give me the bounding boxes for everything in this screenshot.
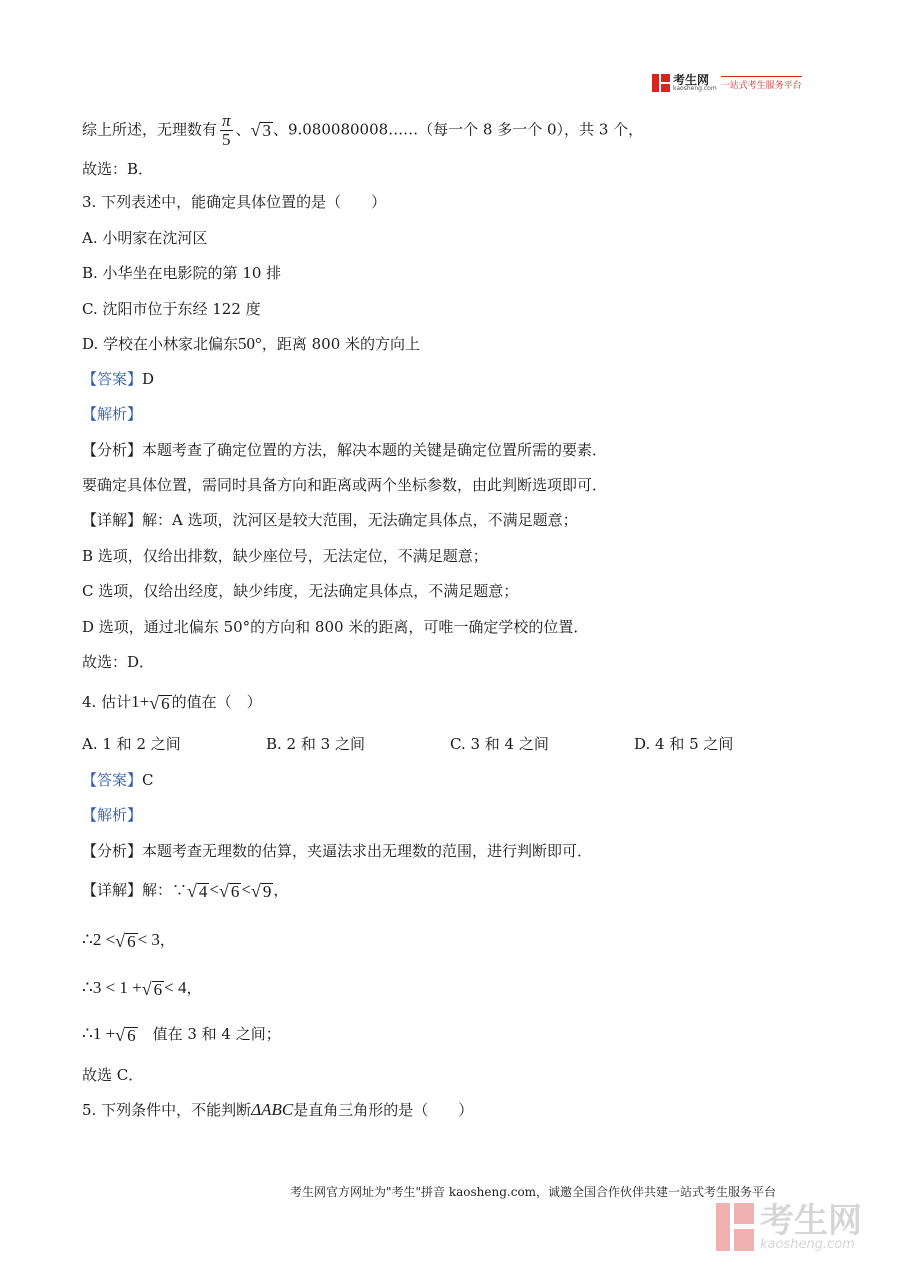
logo-name: 考生网 bbox=[673, 73, 710, 87]
radicand: 9 bbox=[262, 882, 272, 901]
radicand: 6 bbox=[161, 694, 170, 713]
conclusion-text: 值在 3 和 4 之间； bbox=[137, 1025, 281, 1043]
header-slogan: 一站式考生服务平台 bbox=[721, 76, 802, 91]
answer-tag: 【答案】 bbox=[82, 370, 143, 388]
q4-stem-prefix: 4. 估计 bbox=[82, 693, 132, 711]
q3-choose: 故选：D． bbox=[82, 653, 155, 671]
q4-detail-step2 bbox=[82, 930, 175, 950]
q3-detail-d: D 选项，通过北偏东 50°的方向和 800 米的距离，可唯一确定学校的位置． bbox=[82, 618, 589, 636]
punct: ， bbox=[186, 979, 202, 997]
q4-option-b: B. 2 和 3 之间 bbox=[266, 735, 365, 753]
q5-stem-suffix: 是直角三角形的是（ ） bbox=[293, 1101, 474, 1119]
pi-over-5 bbox=[220, 112, 233, 149]
q5-stem-prefix: 5. 下列条件中，不能判断 bbox=[82, 1101, 252, 1119]
q3-detail-b: B 选项，仅给出排数，缺少座位号，无法定位，不满足题意； bbox=[82, 547, 488, 565]
kaosheng-watermark-icon bbox=[716, 1203, 754, 1251]
q4-answer bbox=[82, 770, 154, 790]
punct: ， bbox=[159, 931, 175, 949]
sqrt-4: √ 4 bbox=[187, 881, 208, 901]
watermark-domain: kaosheng.com bbox=[760, 1236, 855, 1252]
q4-choose: 故选 C． bbox=[82, 1066, 144, 1084]
q4-option-c: C. 3 和 4 之间 bbox=[450, 735, 549, 753]
q3-option-d-angle: 50° bbox=[238, 334, 262, 353]
q2-choose: 故选：B． bbox=[82, 160, 154, 178]
sqrt-3: √ 3 bbox=[250, 120, 271, 141]
q2-summary-prefix: 综上所述，无理数有 bbox=[82, 120, 218, 139]
kaosheng-logo-icon bbox=[652, 74, 670, 92]
q5-stem bbox=[82, 1100, 473, 1120]
q3-option-d bbox=[82, 334, 420, 354]
punct: ， bbox=[273, 881, 289, 899]
separator: 、 bbox=[235, 120, 251, 139]
q3-option-d-suffix: ，距离 800 米的方向上 bbox=[261, 335, 421, 353]
fenxi-text: 本题考查了确定位置的方法，解决本题的关键是确定位置所需的要素． bbox=[142, 441, 608, 459]
detail-tag: 【详解】 bbox=[82, 881, 143, 899]
inequality-right: < 4 bbox=[164, 978, 187, 997]
fenxi-text: 本题考查无理数的估算，夹逼法求出无理数的范围，进行判断即可． bbox=[142, 842, 593, 860]
radicand: 6 bbox=[127, 932, 136, 951]
inequality-left: 3 < 1 + bbox=[92, 978, 142, 997]
sqrt-6: √ 6 bbox=[115, 931, 136, 951]
detail-tag: 【详解】 bbox=[82, 511, 143, 529]
q3-detail-c: C 选项，仅给出经度，缺少纬度，无法确定具体点，不满足题意； bbox=[82, 582, 519, 600]
radicand: 3 bbox=[262, 121, 271, 141]
q3-option-a: A. 小明家在沈河区 bbox=[82, 229, 208, 247]
q4-detail-step1 bbox=[82, 880, 288, 900]
q4-fenxi bbox=[82, 841, 592, 861]
q4-option-d: D. 4 和 5 之间 bbox=[634, 735, 734, 753]
radicand: 6 bbox=[127, 1026, 136, 1045]
less-than: < bbox=[241, 880, 251, 899]
q3-fenxi-2: 要确定具体位置，需同时具备方向和距离或两个坐标参数，由此判断选项即可． bbox=[82, 476, 608, 494]
q4-expr: 1+ bbox=[131, 692, 150, 711]
radicand: 4 bbox=[198, 882, 208, 901]
q3-option-d-prefix: D. 学校在小林家北偏东 bbox=[82, 335, 239, 353]
q3-analysis-tag: 【解析】 bbox=[82, 405, 143, 423]
q3-answer bbox=[82, 369, 154, 389]
q4-stem-suffix: 的值在（ ） bbox=[171, 693, 262, 711]
sqrt-6: √ 6 bbox=[219, 881, 240, 901]
q3-option-c: C. 沈阳市位于东经 122 度 bbox=[82, 300, 261, 318]
radicand: 6 bbox=[230, 882, 240, 901]
q4-stem bbox=[82, 692, 262, 712]
therefore-symbol: ∴ bbox=[82, 1024, 93, 1043]
q3-fenxi bbox=[82, 440, 607, 460]
detail-text: 解：A 选项，沈河区是较大范围，无法确定具体点，不满足题意； bbox=[142, 511, 578, 529]
q2-summary-rest: 、9.080080008……（每一个 8 多一个 0），共 3 个， bbox=[272, 120, 644, 139]
footer-text: 考生网官方网址为"考生"拼音 kaosheng.com，诚邀全国合作伙伴共建一站式考生服务平台 bbox=[290, 1185, 777, 1199]
answer-tag: 【答案】 bbox=[82, 771, 143, 789]
fenxi-tag: 【分析】 bbox=[82, 842, 143, 860]
inequality-right: < 3 bbox=[137, 930, 160, 949]
sqrt-6: √ 6 bbox=[115, 1025, 136, 1045]
sqrt-6: √ 6 bbox=[141, 979, 163, 999]
q4-detail-step3 bbox=[82, 978, 202, 998]
q2-summary bbox=[82, 112, 643, 149]
q4-option-a: A. 1 和 2 之间 bbox=[82, 735, 181, 753]
expr-left: 1 + bbox=[92, 1024, 116, 1043]
less-than: < bbox=[209, 880, 220, 899]
fenxi-tag: 【分析】 bbox=[82, 441, 143, 459]
answer-value: D bbox=[142, 370, 155, 388]
inequality-left: 2 < bbox=[92, 930, 116, 949]
sqrt-9: √ 9 bbox=[251, 881, 272, 901]
watermark-name: 考生网 bbox=[760, 1200, 862, 1241]
q4-analysis-tag: 【解析】 bbox=[82, 806, 143, 824]
watermark bbox=[716, 1200, 862, 1252]
frac-numerator: π bbox=[222, 111, 231, 130]
q4-detail-step4 bbox=[82, 1024, 281, 1044]
frac-denominator: 5 bbox=[222, 129, 231, 149]
q3-stem: 3. 下列表述中，能确定具体位置的是（ ） bbox=[82, 193, 387, 211]
q3-option-b: B. 小华坐在电影院的第 10 排 bbox=[82, 264, 282, 282]
header-logo bbox=[652, 72, 802, 94]
therefore-symbol: ∴ bbox=[82, 930, 93, 949]
detail-prefix: 解：∵ bbox=[142, 881, 188, 899]
logo-domain: kaosheng.com bbox=[673, 85, 717, 92]
therefore-symbol: ∴ bbox=[82, 978, 93, 997]
triangle-abc: ΔABC bbox=[251, 1100, 294, 1119]
sqrt-6: √ 6 bbox=[149, 693, 170, 713]
radicand: 6 bbox=[153, 980, 163, 999]
q3-detail-a bbox=[82, 510, 578, 530]
answer-value: C bbox=[142, 771, 154, 789]
